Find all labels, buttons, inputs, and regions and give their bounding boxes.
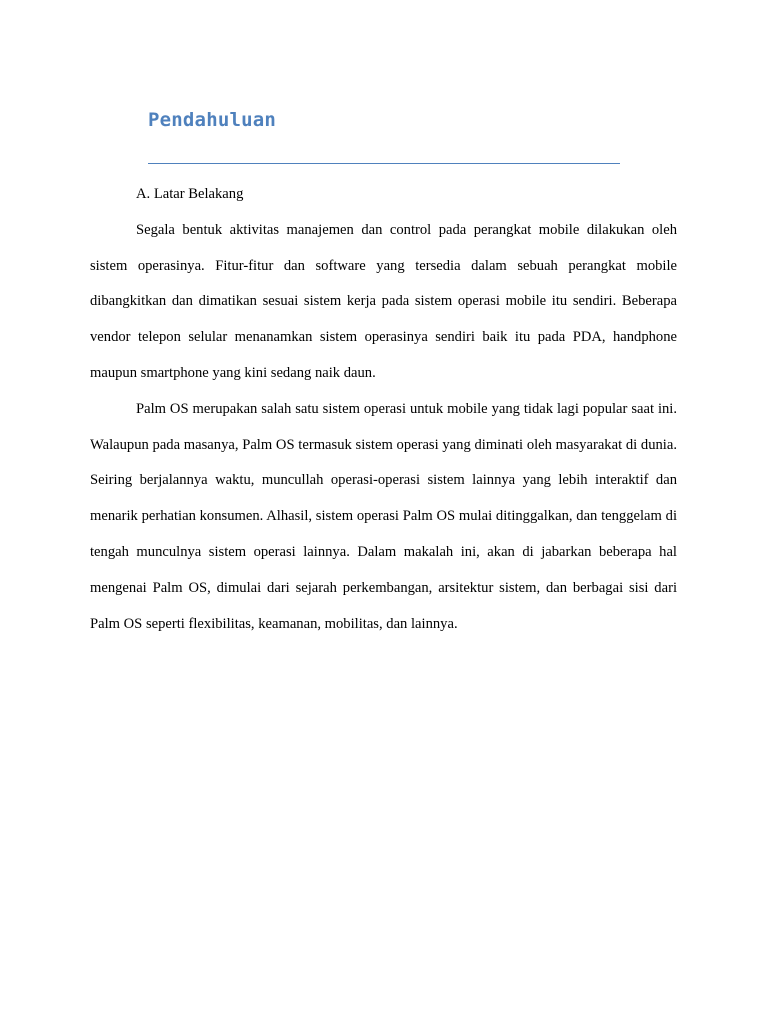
document-body: [90, 177, 677, 642]
paragraph: Palm OS merupakan salah satu sistem operasi untuk mobile yang tidak lagi popular saat ini. Walaupun pada masanya, Palm OS termasuk sistem operasi yang diminati oleh masyarakat di dunia. Seiring berjalannya waktu, muncullah operasi-operasi sistem lainnya yang lebih interaktif dan menarik perhatian konsumen. Alhasil, sistem operasi Palm OS mulai ditinggalkan, dan tenggelam di tengah munculnya sistem operasi lainnya. Dalam makalah ini, akan di jabarkan beberapa hal mengenai Palm OS, dimulai dari sejarah perkembangan, arsitektur sistem, dan berbagai sisi dari Palm OS seperti flexibilitas, keamanan, mobilitas, dan lainnya.: [90, 400, 677, 632]
section-heading: A. Latar Belakang: [136, 186, 244, 202]
paragraph: Segala bentuk aktivitas manajemen dan control pada perangkat mobile dilakukan oleh sistem operasinya. Fitur-fitur dan software yang tersedia dalam sebuah perangkat mobile dibangkitkan dan dimatikan sesuai sistem kerja pada sistem operasi mobile itu sendiri. Beberapa vendor telepon selular menanamkan sistem operasinya sendiri baik itu pada PDA, handphone maupun smartphone yang kini sedang naik daun.: [90, 221, 677, 381]
title-underline: [148, 163, 620, 164]
document-title: Pendahuluan: [148, 109, 277, 131]
